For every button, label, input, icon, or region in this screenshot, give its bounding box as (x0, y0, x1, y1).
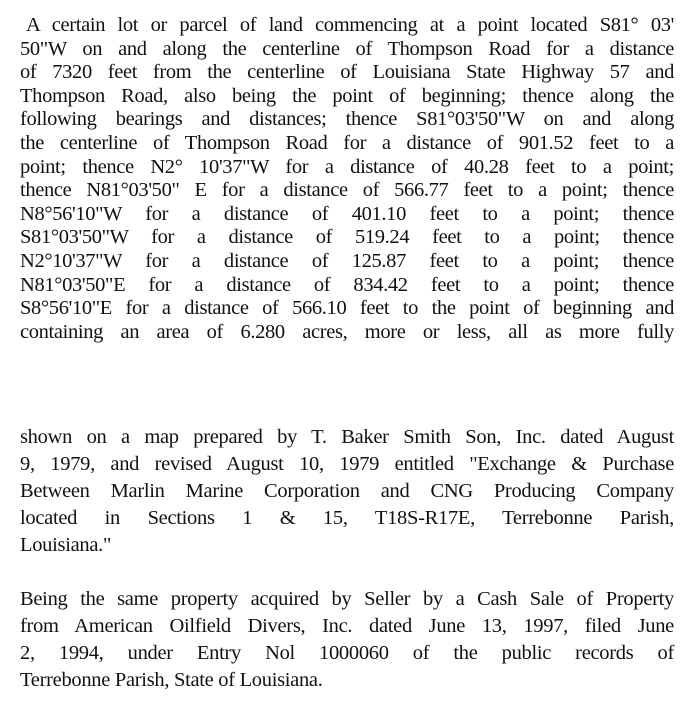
text-line: Terrebonne Parish, State of Louisiana. (20, 669, 323, 691)
text-line: of 7320 feet from the centerline of Louisiana State Highway 57 and (20, 61, 674, 84)
text-line: Louisiana." (20, 534, 112, 556)
text-line: thence N81°03'50" E for a distance of 566.77 feet to a point; thence (20, 179, 674, 202)
text-line: A certain lot or parcel of land commencing at a point located S81° 03' (26, 14, 674, 36)
text-line: 2, 1994, under Entry Nol 1000060 of the public records of (20, 642, 674, 664)
text-line: located in Sections 1 & 15, T18S-R17E, Terrebonne Parish, (20, 507, 674, 529)
paragraph-legal-description (20, 14, 674, 344)
text-line: S81°03'50"W for a distance of 519.24 feet to a point; thence (20, 226, 674, 249)
text-line: S8°56'10"E for a distance of 566.10 feet to the point of beginning and (20, 297, 674, 320)
paragraph-map-reference (20, 424, 674, 559)
text-line: Being the same property acquired by Seller by a Cash Sale of Property (20, 588, 674, 610)
text-line: N8°56'10"W for a distance of 401.10 feet to a point; thence (20, 202, 674, 225)
text-line: 9, 1979, and revised August 10, 1979 entitled "Exchange & Purchase (20, 453, 674, 475)
text-line: following bearings and distances; thence S81°03'50"W on and along (20, 108, 674, 131)
text-line: Thompson Road, also being the point of beginning; thence along the (20, 84, 674, 107)
text-line: from American Oilfield Divers, Inc. dated June 13, 1997, filed June (20, 615, 674, 637)
text-line: the centerline of Thompson Road for a distance of 901.52 feet to a (20, 131, 674, 154)
text-line: Between Marlin Marine Corporation and CNG Producing Company (20, 480, 674, 502)
text-line: containing an area of 6.280 acres, more or less, all as more fully (20, 320, 674, 343)
text-line: N2°10'37"W for a distance of 125.87 feet to a point; thence (20, 249, 674, 272)
text-line: 50"W on and along the centerline of Thompson Road for a distance (20, 37, 674, 60)
text-line: shown on a map prepared by T. Baker Smith Son, Inc. dated August (20, 426, 674, 448)
text-line: point; thence N2° 10'37"W for a distance of 40.28 feet to a point; (20, 155, 674, 178)
paragraph-acquisition (20, 586, 674, 694)
text-line: N81°03'50"E for a distance of 834.42 feet to a point; thence (20, 273, 674, 296)
